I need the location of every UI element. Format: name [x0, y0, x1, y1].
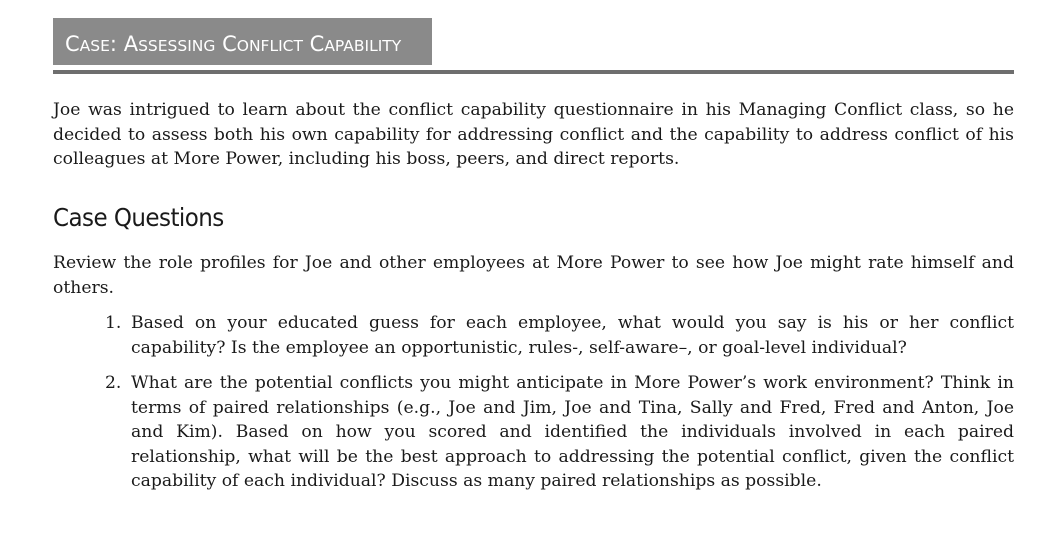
intro-paragraph: Joe was intrigued to learn about the conflict capability questionnaire in his Managing Conflict class, so he decided to assess both his own capability for addressing conflict and the capability to address conflict of his colleagues at More Power, including his boss, peers, and direct reports. [53, 100, 1014, 169]
question-list [53, 311, 1014, 505]
question-number: 2. [105, 373, 122, 393]
question-item [53, 311, 1014, 360]
case-title-c1: C [65, 32, 80, 56]
case-title-c2: A [123, 32, 139, 56]
case-title-r3: ONFLICT [236, 37, 303, 55]
section-title: Case Questions [53, 203, 224, 232]
question-text: Based on your educated guess for each employee, what would you say is his or her conflict capability? Is the employee an opportunistic, rules-, self-aware–, or goal-level individual? [131, 313, 1014, 358]
case-title-r2: SSESSING [138, 37, 216, 55]
case-title-banner [53, 18, 432, 65]
case-title-c4: C [309, 32, 325, 56]
question-item [53, 371, 1014, 494]
question-number: 1. [105, 313, 122, 333]
case-title-colon: : [109, 32, 117, 56]
case-header-rule [53, 70, 1014, 74]
case-header [53, 18, 1014, 74]
case-title-c3: C [222, 32, 237, 56]
case-title-r4: APABILITY [324, 37, 402, 55]
case-title-r1: ASE [79, 37, 110, 55]
section-lead: Review the role profiles for Joe and other employees at More Power to see how Joe might rate himself and others. [53, 253, 1014, 298]
question-text: What are the potential conflicts you might anticipate in More Power’s work environment? Think in terms of paired relationships (e.g., Joe and Jim, Joe and Tina, Sally and Fred, Fred and Anton, Joe and Kim). Based on how you scored and identified the individuals involved in each paired relationship, what will be the best approach to addressing the potential conflict, given the conflict capability of each individual? Discuss as many paired relationships as possible. [131, 373, 1014, 491]
